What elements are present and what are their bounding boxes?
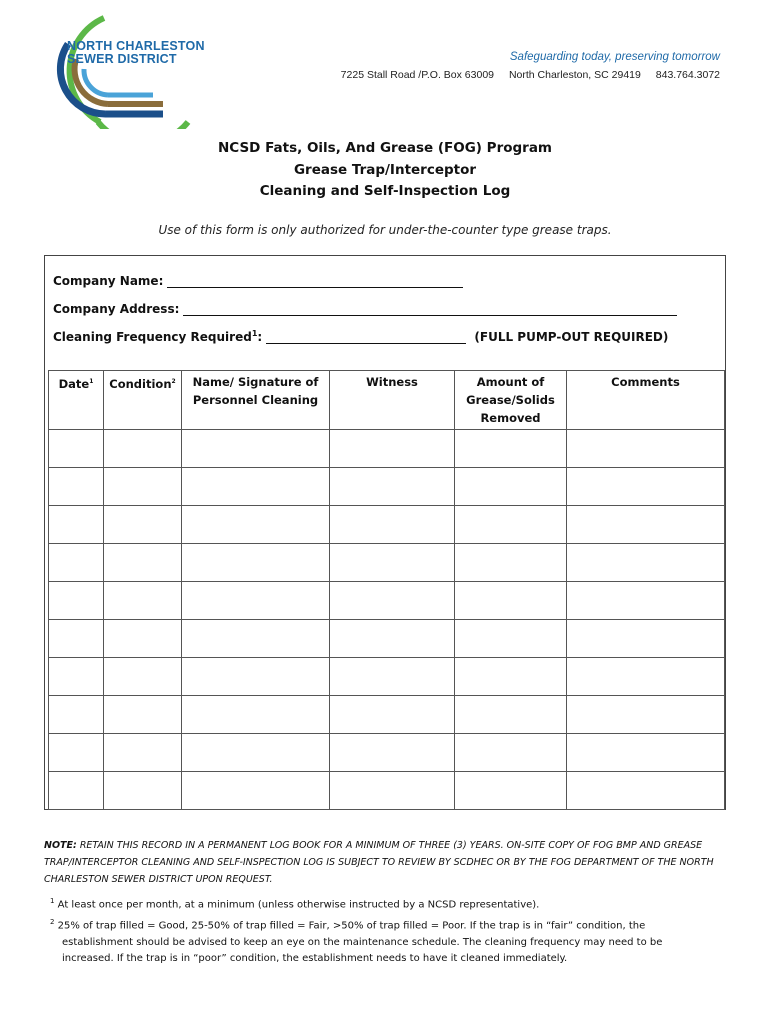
- cell-date[interactable]: [49, 658, 104, 696]
- table-header-row: [49, 371, 725, 430]
- header-date-sup: 1: [89, 378, 94, 385]
- cell-amount[interactable]: [455, 468, 567, 506]
- cell-date[interactable]: [49, 734, 104, 772]
- table-row: [49, 620, 725, 658]
- cleaning-frequency-field: [53, 329, 668, 344]
- table-row: [49, 544, 725, 582]
- footnote-2-line-1: 25% of trap filled = Good, 25-50% of trap filled = Fair, >50% of trap filled = Poor. If the trap is in “fair” condition, the: [57, 920, 646, 932]
- cell-amount[interactable]: [455, 544, 567, 582]
- page-title: [0, 138, 770, 203]
- subtitle: Use of this form is only authorized for under-the-counter type grease traps.: [158, 223, 612, 237]
- cell-condition[interactable]: [104, 620, 182, 658]
- cell-name-signature[interactable]: [182, 544, 330, 582]
- cell-date[interactable]: [49, 430, 104, 468]
- frequency-input[interactable]: [266, 330, 466, 344]
- cell-comments[interactable]: [567, 734, 725, 772]
- cell-name-signature[interactable]: [182, 582, 330, 620]
- cell-condition[interactable]: [104, 658, 182, 696]
- footnote-2-line-3: increased. If the trap is in “poor” condition, the establishment needs to have it cleaned immediately.: [62, 953, 568, 965]
- logo-line-1: NORTH CHARLESTON: [67, 39, 205, 53]
- header-condition-label: Condition: [109, 376, 172, 391]
- cell-witness[interactable]: [330, 620, 455, 658]
- company-address-field: [53, 302, 677, 316]
- cell-condition[interactable]: [104, 430, 182, 468]
- title-line-2: Grease Trap/Interceptor: [293, 161, 477, 178]
- cell-amount[interactable]: [455, 620, 567, 658]
- cell-date[interactable]: [49, 772, 104, 810]
- cell-condition[interactable]: [104, 506, 182, 544]
- cell-name-signature[interactable]: [182, 620, 330, 658]
- cell-date[interactable]: [49, 544, 104, 582]
- cell-name-signature[interactable]: [182, 468, 330, 506]
- frequency-colon: :: [257, 330, 263, 344]
- address-line: [329, 69, 720, 81]
- cell-amount[interactable]: [455, 658, 567, 696]
- cell-date[interactable]: [49, 582, 104, 620]
- cell-name-signature[interactable]: [182, 658, 330, 696]
- cell-amount[interactable]: [455, 430, 567, 468]
- cell-amount[interactable]: [455, 582, 567, 620]
- footnote-1-num: 1: [50, 897, 55, 905]
- cell-condition[interactable]: [104, 582, 182, 620]
- note-text: RETAIN THIS RECORD IN A PERMANENT LOG BOOK FOR A MINIMUM OF THREE (3) YEARS. ON-SITE COPY OF FOG BMP AND GREASE TRAP/INTERCEPTOR CLEANING AND SELF-INSPECTION LOG IS SUBJECT TO REVIEW BY SCDHEC OR BY THE FOG DEPARTMENT OF THE NORTH CHARLESTON SEWER DISTRICT UPON REQUEST.: [44, 840, 714, 885]
- table-row: [49, 506, 725, 544]
- header-condition: [104, 371, 182, 430]
- cell-date[interactable]: [49, 696, 104, 734]
- header-name-signature: [182, 371, 330, 430]
- inspection-log-table: [48, 370, 725, 810]
- cell-condition[interactable]: [104, 734, 182, 772]
- cell-amount[interactable]: [455, 506, 567, 544]
- cell-comments[interactable]: [567, 582, 725, 620]
- cell-name-signature[interactable]: [182, 506, 330, 544]
- cell-date[interactable]: [49, 468, 104, 506]
- cell-witness[interactable]: [330, 658, 455, 696]
- cell-amount[interactable]: [455, 696, 567, 734]
- phone-number: 843.764.3072: [655, 69, 720, 81]
- company-address-input[interactable]: [183, 302, 677, 316]
- cell-name-signature[interactable]: [182, 734, 330, 772]
- header-amount-line-3: Removed: [480, 411, 541, 425]
- header-date-label: Date: [58, 376, 90, 391]
- footnote-2-line-2: establishment should be advised to keep an eye on the maintenance schedule. The cleaning frequency may need to be: [62, 936, 663, 948]
- cell-comments[interactable]: [567, 506, 725, 544]
- retention-note: [44, 837, 734, 888]
- table-row: [49, 468, 725, 506]
- table-row: [49, 696, 725, 734]
- company-name-label: Company Name:: [53, 274, 164, 288]
- tagline: Safeguarding today, preserving tomorrow: [509, 51, 720, 63]
- cell-comments[interactable]: [567, 430, 725, 468]
- footnote-2: [50, 914, 740, 968]
- table-row: [49, 734, 725, 772]
- cell-condition[interactable]: [104, 696, 182, 734]
- company-name-field: [53, 274, 463, 288]
- cell-witness[interactable]: [330, 734, 455, 772]
- footnote-1: [50, 893, 740, 914]
- table-row: [49, 772, 725, 810]
- logo-line-2: SEWER DISTRICT: [67, 52, 177, 66]
- cell-name-signature[interactable]: [182, 430, 330, 468]
- company-address-label: Company Address:: [53, 302, 180, 316]
- city-address: North Charleston, SC 29419: [508, 69, 641, 81]
- cell-comments[interactable]: [567, 544, 725, 582]
- header-amount-line-1: Amount of: [476, 375, 545, 389]
- header-amount: [455, 371, 567, 430]
- frequency-sup: 1: [251, 329, 258, 338]
- cell-comments[interactable]: [567, 620, 725, 658]
- cell-comments[interactable]: [567, 772, 725, 810]
- cell-amount[interactable]: [455, 734, 567, 772]
- header-comments: Comments: [567, 371, 725, 430]
- cell-name-signature[interactable]: [182, 696, 330, 734]
- header-condition-sup: 2: [171, 378, 176, 385]
- title-line-1: NCSD Fats, Oils, And Grease (FOG) Program: [218, 140, 552, 156]
- header-witness: Witness: [330, 371, 455, 430]
- pump-out-note: (FULL PUMP-OUT REQUIRED): [474, 330, 669, 344]
- header-date: [49, 371, 104, 430]
- cell-comments[interactable]: [567, 696, 725, 734]
- logo-text: [67, 40, 205, 66]
- cell-date[interactable]: [49, 506, 104, 544]
- cell-comments[interactable]: [567, 468, 725, 506]
- cell-witness[interactable]: [330, 506, 455, 544]
- table-row: [49, 430, 725, 468]
- cell-comments[interactable]: [567, 658, 725, 696]
- cell-witness[interactable]: [330, 430, 455, 468]
- note-label: NOTE:: [44, 840, 77, 851]
- footnote-1-text: At least once per month, at a minimum (unless otherwise instructed by a NCSD representative).: [57, 899, 540, 911]
- cell-amount[interactable]: [455, 772, 567, 810]
- cell-witness[interactable]: [330, 772, 455, 810]
- street-address: 7225 Stall Road /P.O. Box 63009: [340, 69, 495, 81]
- table-row: [49, 658, 725, 696]
- ncsd-logo: [38, 14, 248, 129]
- header-name-line-2: Personnel Cleaning: [192, 393, 319, 407]
- cell-witness[interactable]: [330, 544, 455, 582]
- frequency-label: Cleaning Frequency Required: [53, 330, 252, 344]
- cell-witness[interactable]: [330, 468, 455, 506]
- cell-condition[interactable]: [104, 544, 182, 582]
- company-name-input[interactable]: [167, 274, 463, 288]
- cell-name-signature[interactable]: [182, 772, 330, 810]
- cell-date[interactable]: [49, 620, 104, 658]
- cell-witness[interactable]: [330, 582, 455, 620]
- footnote-2-num: 2: [50, 918, 55, 926]
- cell-condition[interactable]: [104, 772, 182, 810]
- header-amount-line-2: Grease/Solids: [466, 393, 555, 407]
- header-name-line-1: Name/ Signature of: [192, 375, 319, 389]
- cell-witness[interactable]: [330, 696, 455, 734]
- table-row: [49, 582, 725, 620]
- cell-condition[interactable]: [104, 468, 182, 506]
- title-line-3: Cleaning and Self-Inspection Log: [259, 183, 511, 199]
